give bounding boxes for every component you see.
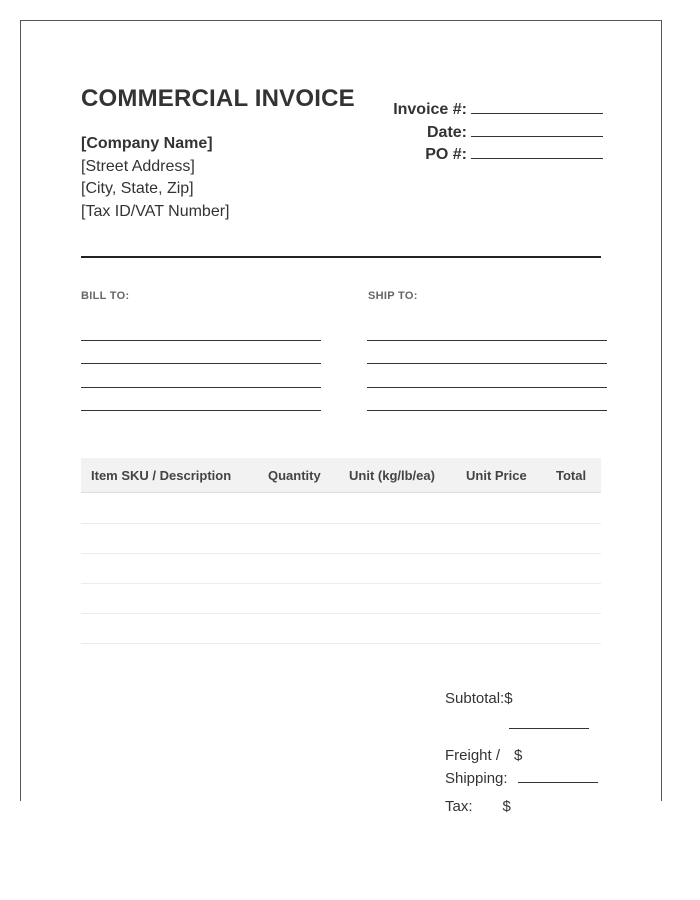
date-row: [393, 122, 603, 145]
date-field[interactable]: [471, 122, 603, 137]
company-city: [City, State, Zip]: [81, 180, 194, 197]
bill-to-label: BILL TO:: [81, 290, 130, 302]
company-tax-id: [Tax ID/VAT Number]: [81, 202, 230, 220]
invoice-number-label: Invoice #:: [393, 101, 467, 118]
col-description: Item SKU / Description: [91, 468, 232, 483]
subtotal-currency: $: [504, 690, 513, 707]
date-label: Date:: [426, 123, 467, 141]
ship-to-line[interactable]: [367, 341, 607, 365]
items-table-header: [81, 458, 601, 493]
table-row[interactable]: [81, 493, 601, 524]
table-row[interactable]: [81, 583, 601, 614]
invoice-number-row: [393, 99, 603, 122]
po-label: PO #:: [425, 146, 467, 163]
po-field[interactable]: [471, 144, 603, 159]
freight-row: [445, 744, 598, 790]
bill-to-line[interactable]: [81, 388, 321, 412]
ship-to-lines: [367, 317, 607, 411]
ship-to-line[interactable]: [367, 364, 607, 388]
freight-field[interactable]: [518, 772, 598, 783]
tax-row: [445, 798, 511, 815]
header-divider: [81, 256, 601, 258]
freight-currency: $: [514, 747, 523, 764]
bill-to-lines: [81, 317, 321, 411]
invoice-title: COMMERCIAL INVOICE: [81, 85, 355, 112]
company-name: [Company Name]: [81, 135, 213, 152]
ship-to-line[interactable]: [367, 388, 607, 412]
col-quantity: Quantity: [268, 468, 321, 483]
subtotal-field[interactable]: [509, 716, 589, 729]
col-unit-price: Unit Price: [466, 468, 527, 483]
table-row[interactable]: [81, 613, 601, 644]
invoice-number-field[interactable]: [471, 99, 603, 114]
po-row: [393, 144, 603, 167]
freight-label-1: Freight /: [445, 747, 501, 764]
subtotal-row: [445, 690, 513, 707]
col-unit: Unit (kg/lb/ea): [349, 468, 435, 483]
subtotal-label: Subtotal:: [445, 690, 505, 707]
table-row[interactable]: [81, 523, 601, 554]
bill-to-line[interactable]: [81, 364, 321, 388]
tax-label: Tax:: [445, 798, 473, 815]
company-block: [81, 133, 229, 223]
invoice-meta: [393, 99, 603, 167]
bill-to-line[interactable]: [81, 341, 321, 365]
table-row[interactable]: [81, 553, 601, 584]
freight-label-2: Shipping:: [445, 770, 508, 787]
ship-to-line[interactable]: [367, 317, 607, 341]
ship-to-label: SHIP TO:: [368, 290, 418, 302]
tax-currency: $: [502, 798, 511, 815]
bill-to-line[interactable]: [81, 317, 321, 341]
col-total: Total: [556, 468, 587, 483]
company-street: [Street Address]: [81, 157, 195, 175]
invoice-page: [20, 20, 662, 815]
